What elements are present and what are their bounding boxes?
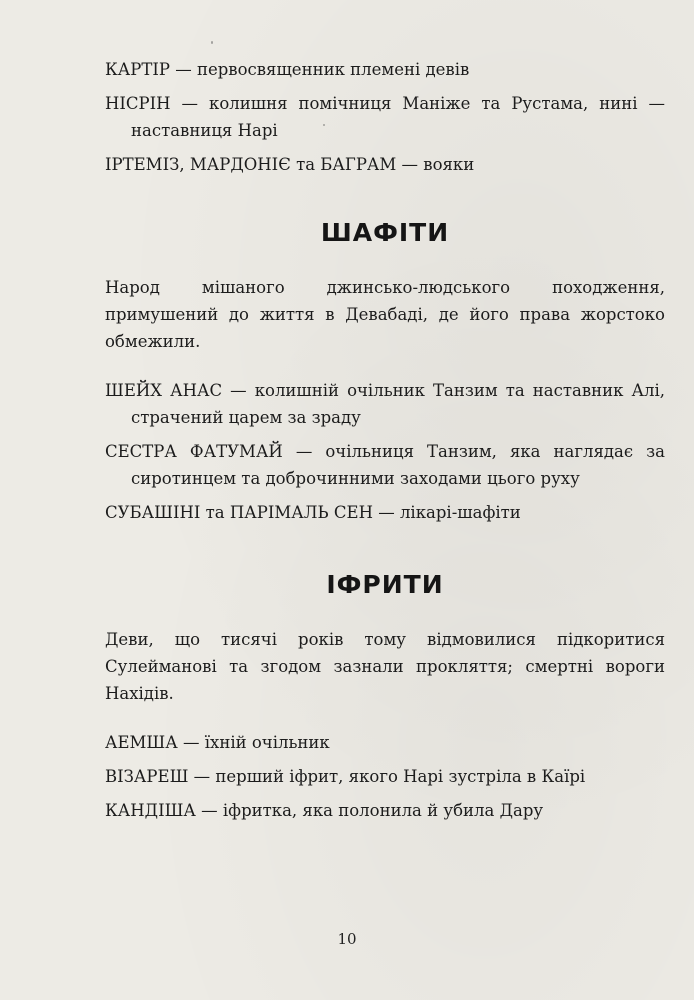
top-entries [105, 56, 665, 178]
shafiti-entries [105, 377, 665, 526]
entry-kandisha: КАНДІША — іфритка, яка полонила й убила Дару [105, 801, 544, 820]
ink-speck [211, 41, 213, 44]
section-heading-shafiti: ШАФІТИ [320, 218, 450, 247]
entry-vizaresh: ВІЗАРЕШ — перший іфрит, якого Нарі зустріла в Каїрі [105, 767, 586, 786]
page-number: 10 [337, 930, 357, 948]
section-description-ifrity: Деви, що тисячі років тому відмовилися підкоритися Сулейманові та згодом зазнали прокляття; смертні вороги Нахідів. [105, 630, 665, 703]
page-content [105, 56, 665, 831]
entry-irtemiz: ІРТЕМІЗ, МАРДОНІЄ та БАГРАМ — вояки [105, 155, 475, 174]
entry-aemsha: АЕМША — їхній очільник [105, 733, 330, 752]
entry-fatumai: СЕСТРА ФАТУМАЙ — очільниця Танзим, яка наглядає за сиротинцем та доброчинними заходами цього руху [105, 442, 665, 488]
section-description-shafiti: Народ мішаного джинсько-людського походження, примушений до життя в Девабаді, де його права жорстоко обмежили. [105, 278, 665, 351]
entry-sheikh-anas: ШЕЙХ АНАС — колишній очільник Танзим та наставник Алі, страчений царем за зраду [105, 381, 665, 427]
ifrity-entries [105, 729, 665, 824]
entry-kartir: КАРТІР — первосвященник племені девів [105, 60, 470, 79]
entry-subashini: СУБАШІНІ та ПАРІМАЛЬ СЕН — лікарі-шафіти [105, 503, 521, 522]
section-heading-ifrity: ІФРИТИ [326, 570, 444, 599]
entry-nisrin: НІСРІН — колишня помічниця Маніже та Рустама, нині — наставниця Нарі [105, 94, 665, 140]
